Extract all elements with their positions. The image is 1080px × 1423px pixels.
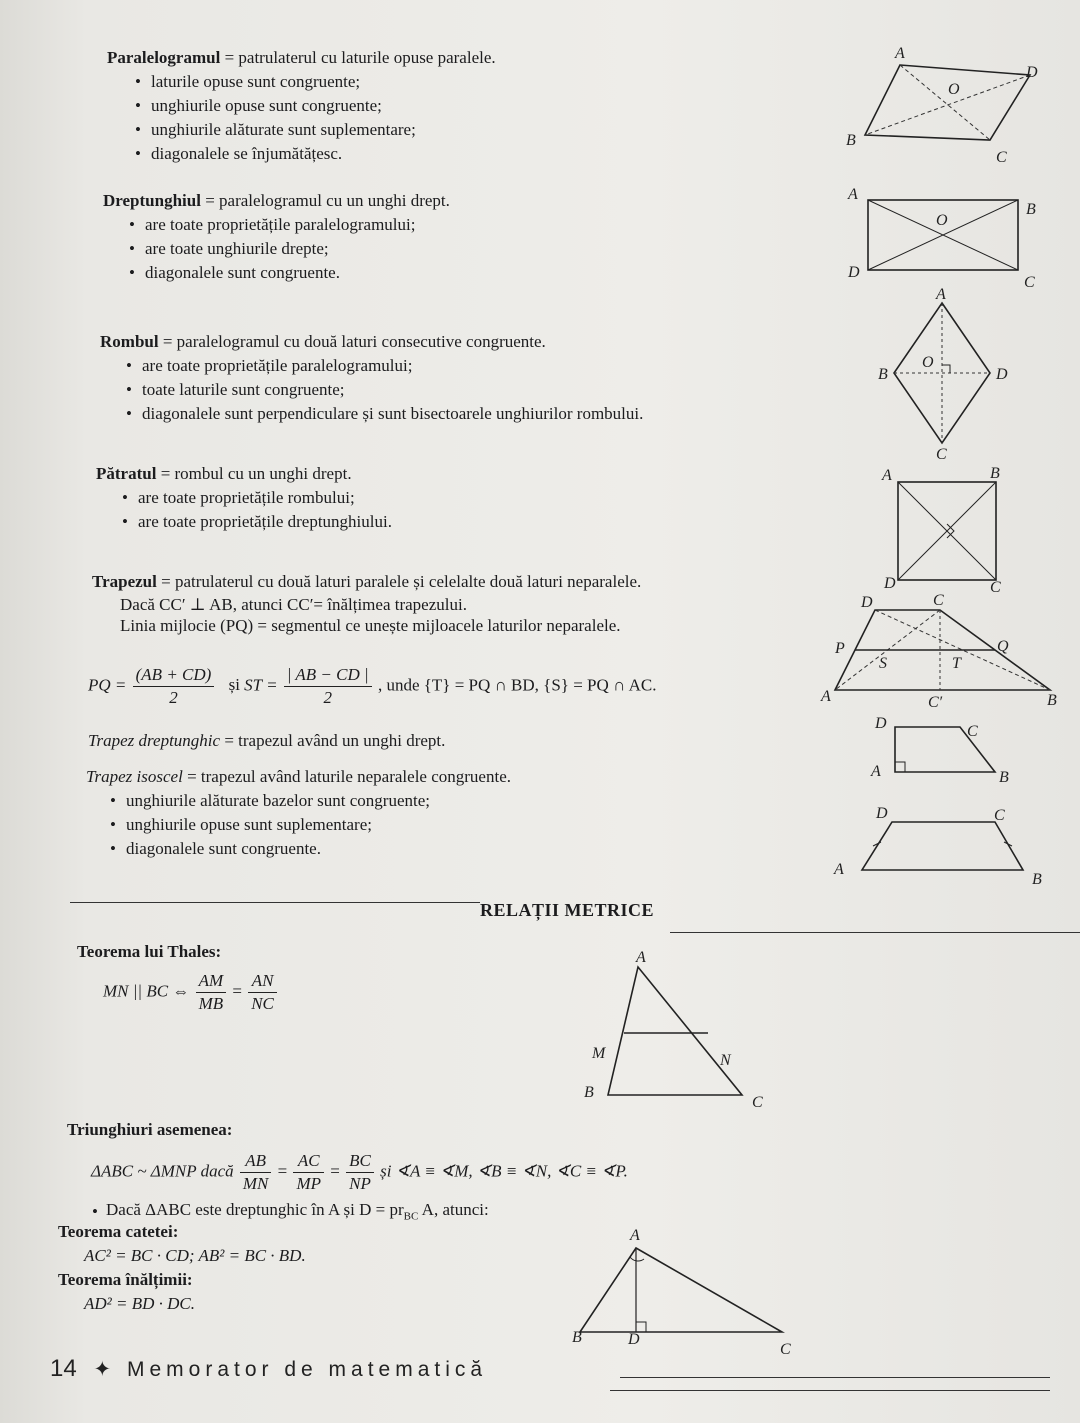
cathetus-section <box>58 1220 518 1316</box>
label-o: O <box>936 212 948 229</box>
rectangle-definition: = paralelogramul cu un unghi drept. <box>200 191 450 210</box>
st-lhs: ST = <box>244 675 278 695</box>
isosceles-trapezoid-figure <box>830 800 1050 890</box>
similar-triangles-section: Triunghiuri asemenea: ΔABC ~ ΔMNP dacă $\frac{AB}{MN}$ = $\frac{AC}{MP}$ = $\frac{BC}{NP}$ și ∢A ≡ ∢M, ∢B ≡ ∢N, ∢C ≡ ∢P. <box>67 1118 767 1195</box>
thales-section: Teorema lui Thales: MN || BC ⇔ $\frac{AM}{MB}$ = $\frac{AN}{NC}$ <box>77 940 407 1015</box>
trapezoid-height: Dacă CC′ ⊥ AB, atunci CC′= înălțimea trapezului. <box>120 595 467 614</box>
trapezoid-midline: Linia mijlocie (PQ) = segmentul ce unește mijloacele laturilor neparalele. <box>120 616 621 635</box>
label-b: B <box>846 132 856 149</box>
rhombus-figure <box>870 285 1020 465</box>
footer-rule <box>620 1377 1050 1378</box>
square-prop: • are toate proprietățile rombului; <box>120 486 616 510</box>
sim-den-1: MN <box>242 1174 269 1193</box>
label-n: N <box>720 1052 731 1069</box>
sim-den-3: NP <box>349 1174 371 1193</box>
right-trapezoid-term: Trapez dreptunghic <box>88 731 221 750</box>
pq-lhs: PQ = <box>88 675 127 695</box>
label-b: B <box>878 366 888 383</box>
thales-den-1: MB <box>198 994 224 1013</box>
thales-num-1: AM <box>196 970 227 993</box>
similar-angles: și ∢A ≡ ∢M, ∢B ≡ ∢N, ∢C ≡ ∢P. <box>380 1161 628 1181</box>
label-c: C <box>967 723 978 740</box>
footer-star-icon: ✦ <box>93 1358 117 1381</box>
label-d: D <box>861 594 873 611</box>
parallelogram-prop: • unghiurile alăturate sunt suplementare; <box>133 118 667 142</box>
sim-fraction-2 <box>293 1150 324 1195</box>
height-theorem-formula: AD² = BD · DC. <box>84 1294 196 1313</box>
rectangle-section <box>103 189 663 285</box>
label-b: B <box>1032 871 1042 888</box>
right-trapezoid-figure <box>865 712 1025 787</box>
label-b: B <box>1026 201 1036 218</box>
sim-num-1: AB <box>240 1150 272 1173</box>
isosceles-trapezoid-section <box>86 765 806 861</box>
similar-title: Triunghiuri asemenea: <box>67 1120 233 1139</box>
label-d: D <box>875 715 887 732</box>
label-c: C <box>994 807 1005 824</box>
sim-num-3: BC <box>346 1150 374 1173</box>
sim-num-2: AC <box>293 1150 324 1173</box>
trapezoid-definition: = patrulaterul cu două laturi paralele și celelalte două laturi neparalele. <box>156 572 642 591</box>
right-triangle-note-text: Dacă ΔABC este dreptunghic în A și D = pr <box>106 1200 404 1219</box>
label-c: C <box>1024 274 1035 291</box>
metric-relations-heading: RELAȚII METRICE <box>480 900 655 920</box>
iso-trapezoid-def: = trapezul având laturile neparalele congruente. <box>182 767 511 786</box>
label-d: D <box>628 1331 640 1348</box>
trapezoid-figure <box>815 585 1065 720</box>
midline-formulas <box>88 664 808 709</box>
rhombus-prop: • toate laturile sunt congruente; <box>124 378 800 402</box>
sim-den-2: MP <box>296 1174 322 1193</box>
pq-denominator: 2 <box>169 688 178 707</box>
rectangle-prop: • are toate proprietățile paralelogramului; <box>127 213 663 237</box>
parallelogram-prop: • laturile opuse sunt congruente; <box>133 70 667 94</box>
label-b: B <box>990 465 1000 482</box>
rhombus-title: Rombul <box>100 332 159 351</box>
label-d: D <box>1026 64 1038 81</box>
iso-prop: • diagonalele sunt congruente. <box>108 837 806 861</box>
right-trapezoid-def: = trapezul având un unghi drept. <box>220 731 446 750</box>
iso-prop: • unghiurile alăturate bazelor sunt congruente; <box>108 789 806 813</box>
right-triangle-note-sub: BC <box>403 1210 419 1223</box>
square-definition: = rombul cu un unghi drept. <box>156 464 352 483</box>
iso-trapezoid-term: Trapez isoscel <box>86 767 183 786</box>
label-a: A <box>821 688 831 705</box>
parallelogram-figure <box>840 40 1050 170</box>
page-number: 14 <box>50 1355 77 1382</box>
rhombus-definition: = paralelogramul cu două laturi consecutive congruente. <box>158 332 546 351</box>
rectangle-prop: • diagonalele sunt congruente. <box>127 261 663 285</box>
similar-lhs: ΔABC ~ ΔMNP dacă <box>91 1161 234 1181</box>
iso-prop: • unghiurile opuse sunt suplementare; <box>108 813 806 837</box>
label-q: Q <box>997 638 1009 655</box>
label-o: O <box>922 354 934 371</box>
label-s: S <box>879 655 887 672</box>
book-title: Memorator de matematică <box>127 1358 488 1381</box>
thales-fraction-1 <box>196 970 227 1015</box>
rectangle-prop: • are toate unghiurile drepte; <box>127 237 663 261</box>
label-b: B <box>572 1329 582 1346</box>
label-c: C <box>936 446 947 463</box>
label-d: D <box>996 366 1008 383</box>
pq-numerator: (AB + CD) <box>133 664 215 687</box>
rhombus-prop: • diagonalele sunt perpendiculare și sunt bisectoarele unghiurilor rombului. <box>124 402 800 426</box>
label-m: M <box>592 1045 606 1062</box>
square-figure <box>878 462 1018 597</box>
rhombus-prop: • are toate proprietățile paralelogramului; <box>124 354 800 378</box>
rectangle-title: Dreptunghiul <box>103 191 201 210</box>
parallelogram-prop: • unghiurile opuse sunt congruente; <box>133 94 667 118</box>
label-c-prime: C′ <box>928 694 943 711</box>
label-d: D <box>884 575 896 592</box>
square-title: Pătratul <box>96 464 157 483</box>
sim-fraction-1 <box>240 1150 272 1195</box>
rectangle-figure <box>840 185 1050 295</box>
right-trapezoid-line <box>88 729 788 753</box>
label-t: T <box>952 655 961 672</box>
label-a: A <box>895 45 905 62</box>
si-word: și <box>228 675 240 695</box>
label-a: A <box>834 861 844 878</box>
st-denominator: 2 <box>323 688 332 707</box>
label-o: O <box>948 81 960 98</box>
label-d: D <box>848 264 860 281</box>
label-b: B <box>1047 692 1057 709</box>
footer-rule-2 <box>610 1390 1050 1391</box>
label-c: C <box>752 1094 763 1111</box>
page-footer <box>50 1355 487 1383</box>
label-c: C <box>996 149 1007 166</box>
label-a: A <box>882 467 892 484</box>
label-d: D <box>876 805 888 822</box>
label-c: C <box>990 579 1001 596</box>
trapezoid-section <box>92 570 812 637</box>
thales-den-2: NC <box>251 994 274 1013</box>
section-divider-left <box>70 902 480 903</box>
unde-text: , unde {T} = PQ ∩ BD, {S} = PQ ∩ AC. <box>377 675 657 695</box>
rhombus-section <box>100 330 800 426</box>
label-c: C <box>933 592 944 609</box>
parallelogram-section <box>107 46 667 166</box>
right-triangle-figure <box>570 1220 810 1360</box>
label-c: C <box>780 1341 791 1358</box>
thales-fraction-2 <box>248 970 277 1015</box>
pq-fraction <box>133 664 215 709</box>
cathetus-formula: AC² = BC · CD; AB² = BC · BD. <box>84 1246 306 1265</box>
cathetus-title: Teorema catetei: <box>58 1222 179 1241</box>
sim-fraction-3 <box>346 1150 374 1195</box>
square-prop: • are toate proprietățile dreptunghiului. <box>120 510 616 534</box>
height-theorem-title: Teorema înălțimii: <box>58 1270 193 1289</box>
trapezoid-title: Trapezul <box>92 572 157 591</box>
label-b: B <box>584 1084 594 1101</box>
label-b: B <box>999 769 1009 786</box>
label-a: A <box>848 186 858 203</box>
parallelogram-prop: • diagonalele se înjumătățesc. <box>133 142 667 166</box>
st-numerator: | AB − CD | <box>284 664 372 687</box>
thales-title: Teorema lui Thales: <box>77 942 222 961</box>
section-divider-right <box>670 932 1080 933</box>
label-a: A <box>630 1227 640 1244</box>
label-a: A <box>871 763 881 780</box>
thales-figure <box>580 945 780 1115</box>
st-fraction <box>284 664 372 709</box>
thales-lhs: MN || BC ⇔ <box>103 981 190 1001</box>
thales-num-2: AN <box>248 970 277 993</box>
square-section <box>96 462 616 534</box>
parallelogram-title: Paralelogramul <box>107 48 221 67</box>
label-a: A <box>936 286 946 303</box>
label-a: A <box>636 949 646 966</box>
parallelogram-definition: = patrulaterul cu laturile opuse paralele. <box>220 48 496 67</box>
label-p: P <box>835 640 845 657</box>
right-triangle-note-end: A, atunci: <box>418 1200 489 1219</box>
